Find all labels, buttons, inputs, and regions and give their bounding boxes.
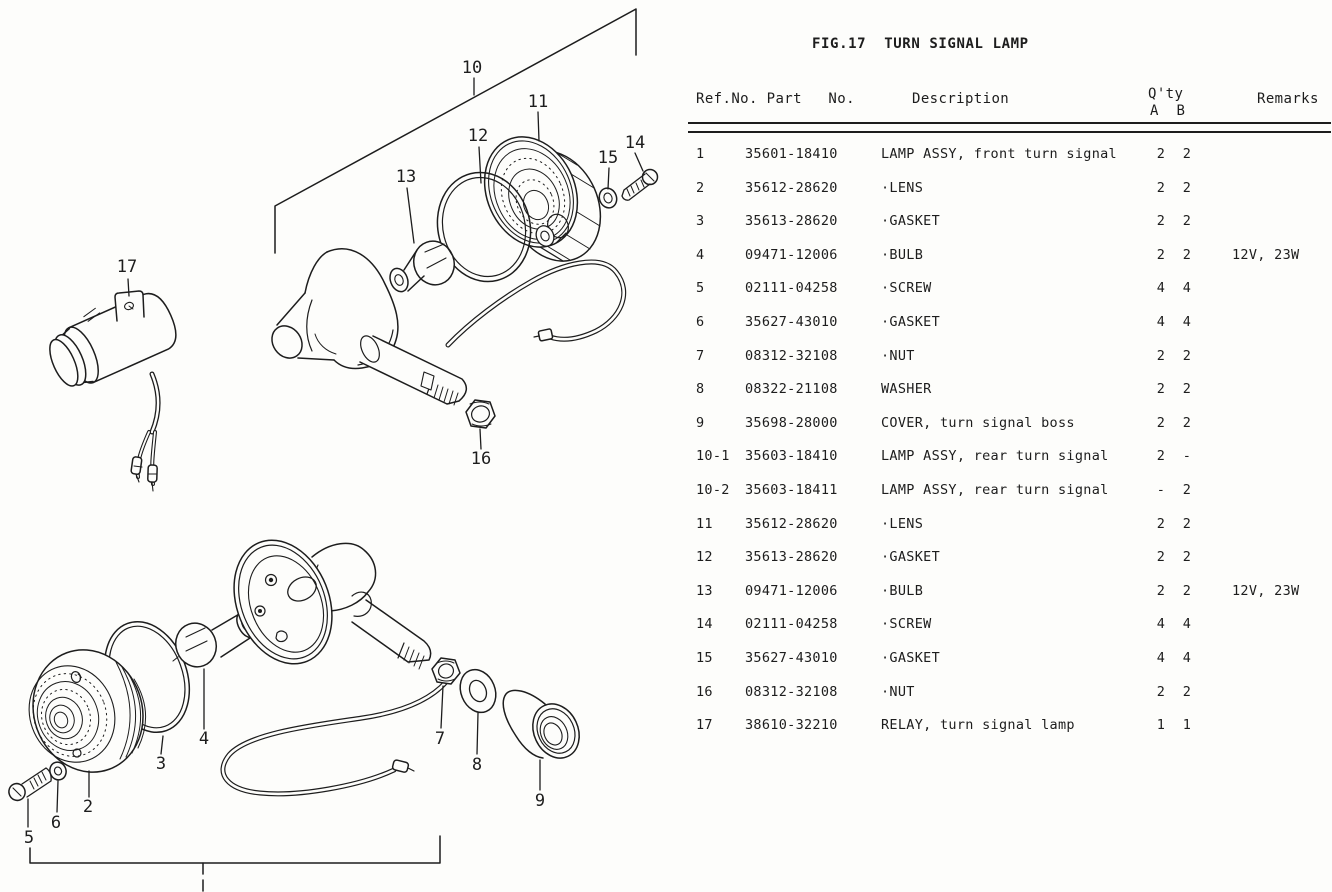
callout-4: 4 [198,729,210,749]
description-cell: ·BULB [881,582,924,599]
upper-assembly-bracket [275,9,636,253]
remarks-cell: 12V, 23W [1232,582,1300,599]
qty-b-cell: 4 [1182,649,1192,666]
qty-a-cell: 2 [1156,213,1166,230]
qty-a-cell: 2 [1156,246,1166,263]
table-row [680,314,1332,348]
callout-3: 3 [155,754,167,774]
description-cell: ·GASKET [881,313,940,330]
description-cell: WASHER [881,381,932,398]
part-no-cell: 35613-28620 [745,549,838,566]
lens-drawing [16,634,160,787]
description-cell: RELAY, turn signal lamp [881,717,1075,734]
table-row [680,482,1332,516]
callout-16: 16 [470,449,492,469]
cover-boot-drawing [503,690,588,765]
qty-a-cell: 2 [1156,347,1166,364]
ref-no-cell: 2 [696,179,705,196]
description-cell: ·GASKET [881,213,940,230]
part-no-cell: 35613-28620 [745,213,838,230]
rear-lamp-body-drawing [216,525,430,678]
qty-b-cell: 2 [1182,347,1192,364]
parts-table [680,0,1332,892]
description-cell: LAMP ASSY, rear turn signal [881,448,1109,465]
callout-14: 14 [624,133,646,153]
qty-a-cell: 4 [1156,313,1166,330]
relay-drawing [39,281,183,491]
qty-b-cell: 2 [1182,381,1192,398]
header-double-rule [688,122,1331,133]
ref-no-cell: 17 [696,717,713,734]
qty-b-cell: 2 [1182,146,1192,162]
callout-6: 6 [50,813,62,833]
description-cell: ·GASKET [881,549,940,566]
figure-title: FIG.17 TURN SIGNAL LAMP [812,36,1029,52]
part-no-cell: 08322-21108 [745,381,838,398]
part-no-cell: 35698-28000 [745,414,838,431]
qty-b-cell: 2 [1182,246,1192,263]
ref-no-cell: 9 [696,414,705,431]
ref-no-cell: 1 [696,146,705,162]
part-no-cell: 35603-18411 [745,481,838,498]
column-header-qty: Q'ty [1148,86,1184,102]
part-no-cell: 35612-28620 [745,179,838,196]
part-no-cell: 08312-32108 [745,683,838,700]
qty-b-cell: 4 [1182,280,1192,297]
description-cell: ·SCREW [881,616,932,633]
column-header-remarks: Remarks [1257,91,1319,107]
qty-a-cell: 4 [1156,616,1166,633]
upper-screw-drawing [622,170,658,201]
qty-a-cell: - [1156,481,1166,498]
ref-no-cell: 8 [696,381,705,398]
qty-a-cell: 2 [1156,381,1166,398]
ref-no-cell: 13 [696,582,713,599]
callout-10: 10 [461,58,483,78]
qty-a-cell: 2 [1156,179,1166,196]
callout-2: 2 [82,797,94,817]
qty-b-cell: 2 [1182,515,1192,532]
table-row [680,146,1332,180]
qty-b-cell: 2 [1182,582,1192,599]
ref-no-cell: 11 [696,515,713,532]
ref-no-cell: 10-2 [696,481,730,498]
qty-a-cell: 1 [1156,717,1166,734]
description-cell: COVER, turn signal boss [881,414,1075,431]
description-cell: ·NUT [881,347,915,364]
callout-5: 5 [23,828,35,848]
description-cell: ·BULB [881,246,924,263]
part-no-cell: 09471-12006 [745,246,838,263]
rear-lamp-drum-drawing [468,122,618,276]
table-row [680,616,1332,650]
callout-15: 15 [597,148,619,168]
qty-b-cell: 2 [1182,549,1192,566]
lower-lamp-wire [223,682,446,794]
upper-bulb-drawing [387,235,460,294]
ref-no-cell: 4 [696,246,705,263]
table-row [680,180,1332,214]
table-row [680,516,1332,550]
ref-no-cell: 6 [696,313,705,330]
table-row [680,381,1332,415]
qty-b-cell: 2 [1182,481,1192,498]
part-no-cell: 02111-04258 [745,280,838,297]
column-header-ref-part-no: Ref.No. Part No. [696,91,855,107]
qty-b-cell: 2 [1182,213,1192,230]
qty-a-cell: 2 [1156,515,1166,532]
table-row [680,717,1332,751]
table-row [680,415,1332,449]
table-row [680,247,1332,281]
qty-b-cell: 2 [1182,683,1192,700]
qty-a-cell: 2 [1156,582,1166,599]
table-row [680,684,1332,718]
qty-b-cell: 4 [1182,313,1192,330]
ref-no-cell: 10-1 [696,448,730,465]
ref-no-cell: 3 [696,213,705,230]
column-header-description: Description [912,91,1010,107]
qty-b-cell: 2 [1182,414,1192,431]
description-cell: ·GASKET [881,649,940,666]
qty-b-cell: 4 [1182,616,1192,633]
lower-nut-drawing [432,658,460,684]
column-header-qty-ab: A B [1150,103,1186,119]
parts-table-rows [680,146,1332,751]
table-row [680,583,1332,617]
qty-a-cell: 2 [1156,549,1166,566]
callout-7: 7 [434,729,446,749]
qty-a-cell: 4 [1156,280,1166,297]
part-no-cell: 02111-04258 [745,616,838,633]
part-no-cell: 35627-43010 [745,313,838,330]
callout-12: 12 [467,126,489,146]
ref-no-cell: 16 [696,683,713,700]
part-no-cell: 35627-43010 [745,649,838,666]
table-row [680,280,1332,314]
qty-b-cell: 2 [1182,179,1192,196]
qty-b-cell: - [1182,448,1192,465]
remarks-cell: 12V, 23W [1232,246,1300,263]
part-no-cell: 35601-18410 [745,146,838,162]
qty-a-cell: 2 [1156,414,1166,431]
part-no-cell: 08312-32108 [745,347,838,364]
table-row [680,650,1332,684]
ref-no-cell: 14 [696,616,713,633]
description-cell: ·NUT [881,683,915,700]
ref-no-cell: 12 [696,549,713,566]
callout-8: 8 [471,755,483,775]
upper-nut-drawing [466,400,495,428]
description-cell: LAMP ASSY, front turn signal [881,146,1117,162]
washer-drawing [454,664,502,718]
ref-no-cell: 7 [696,347,705,364]
callout-9: 9 [534,791,546,811]
ref-no-cell: 5 [696,280,705,297]
lower-screw-drawing [6,768,51,803]
qty-a-cell: 2 [1156,448,1166,465]
part-no-cell: 35612-28620 [745,515,838,532]
description-cell: ·LENS [881,179,924,196]
table-row [680,549,1332,583]
wire-connector [534,329,553,341]
part-no-cell: 35603-18410 [745,448,838,465]
ref-no-cell: 15 [696,649,713,666]
description-cell: ·SCREW [881,280,932,297]
qty-a-cell: 2 [1156,146,1166,162]
callout-13: 13 [395,167,417,187]
callout-11: 11 [527,92,549,112]
qty-a-cell: 4 [1156,649,1166,666]
description-cell: LAMP ASSY, rear turn signal [881,481,1109,498]
lower-assembly-bracket [30,836,440,891]
qty-a-cell: 2 [1156,683,1166,700]
table-row [680,348,1332,382]
callout-17: 17 [116,257,138,277]
table-row [680,448,1332,482]
table-row [680,213,1332,247]
part-no-cell: 38610-32210 [745,717,838,734]
part-no-cell: 09471-12006 [745,582,838,599]
description-cell: ·LENS [881,515,924,532]
qty-b-cell: 1 [1182,717,1192,734]
